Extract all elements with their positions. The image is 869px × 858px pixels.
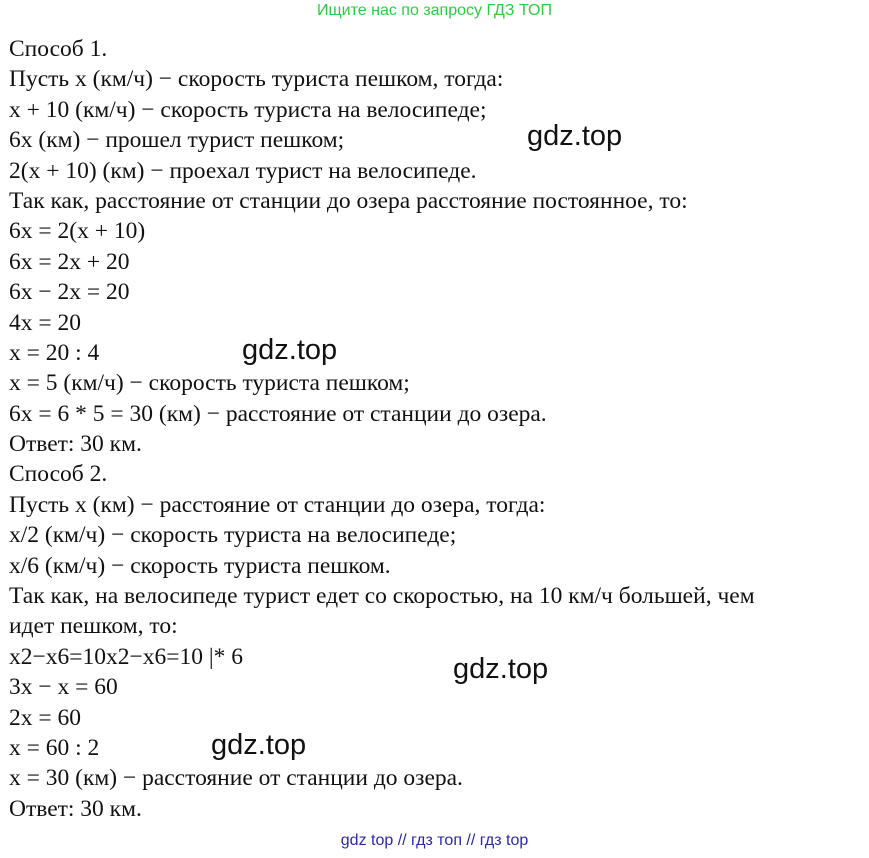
watermark-text: gdz.top bbox=[211, 729, 307, 761]
text-line: x = 20 : 4 bbox=[9, 339, 100, 366]
text-line: идет пешком, то: bbox=[9, 613, 178, 640]
bottom-banner: gdz top // гдз топ // гдз top bbox=[340, 832, 529, 849]
text-line: Пусть x (км/ч) − скорость туриста пешком, тогда: bbox=[9, 66, 504, 93]
text-line: 3x − x = 60 bbox=[9, 674, 118, 701]
text-line: Пусть x (км) − расстояние от станции до озера, тогда: bbox=[9, 491, 546, 518]
text-line: Ответ: 30 км. bbox=[9, 431, 142, 458]
text-line: Способ 1. bbox=[9, 36, 108, 62]
text-line: 6x = 2(x + 10) bbox=[9, 218, 146, 245]
text-line: x = 60 : 2 bbox=[9, 734, 100, 761]
text-line: x + 10 (км/ч) − скорость туриста на велосипеде; bbox=[9, 96, 487, 123]
top-banner: Ищите нас по запросу ГДЗ ТОП bbox=[317, 2, 552, 19]
text-line: x/2 (км/ч) − скорость туриста на велосипеде; bbox=[9, 522, 457, 549]
text-line: Так как, на велосипеде турист едет со скоростью, на 10 км/ч большей, чем bbox=[9, 583, 755, 610]
text-line: 6x = 6 * 5 = 30 (км) − расстояние от станции до озера. bbox=[9, 400, 547, 427]
watermark-text: gdz.top bbox=[453, 653, 549, 685]
text-line: 6x (км) − прошел турист пешком; bbox=[9, 127, 345, 154]
text-line: Ответ: 30 км. bbox=[9, 795, 142, 822]
text-line: 4x = 20 bbox=[9, 309, 82, 336]
text-line: Способ 2. bbox=[9, 461, 108, 488]
watermark-text: gdz.top bbox=[242, 334, 338, 366]
text-line: x = 5 (км/ч) − скорость туриста пешком; bbox=[9, 370, 410, 397]
solution-text bbox=[9, 34, 864, 824]
text-line: 6x = 2x + 20 bbox=[9, 248, 130, 275]
text-line: x/6 (км/ч) − скорость туриста пешком. bbox=[9, 552, 391, 579]
text-line: Так как, расстояние от станции до озера расстояние постоянное, то: bbox=[9, 187, 688, 214]
text-line: 2(x + 10) (км) − проехал турист на велосипеде. bbox=[9, 157, 477, 184]
text-line: 6x − 2x = 20 bbox=[9, 279, 130, 306]
text-line: 2x = 60 bbox=[9, 704, 82, 731]
watermark-text: gdz.top bbox=[527, 120, 623, 152]
text-line: x2−x6=10x2−x6=10 |* 6 bbox=[9, 643, 243, 670]
text-line: x = 30 (км) − расстояние от станции до озера. bbox=[9, 765, 463, 792]
